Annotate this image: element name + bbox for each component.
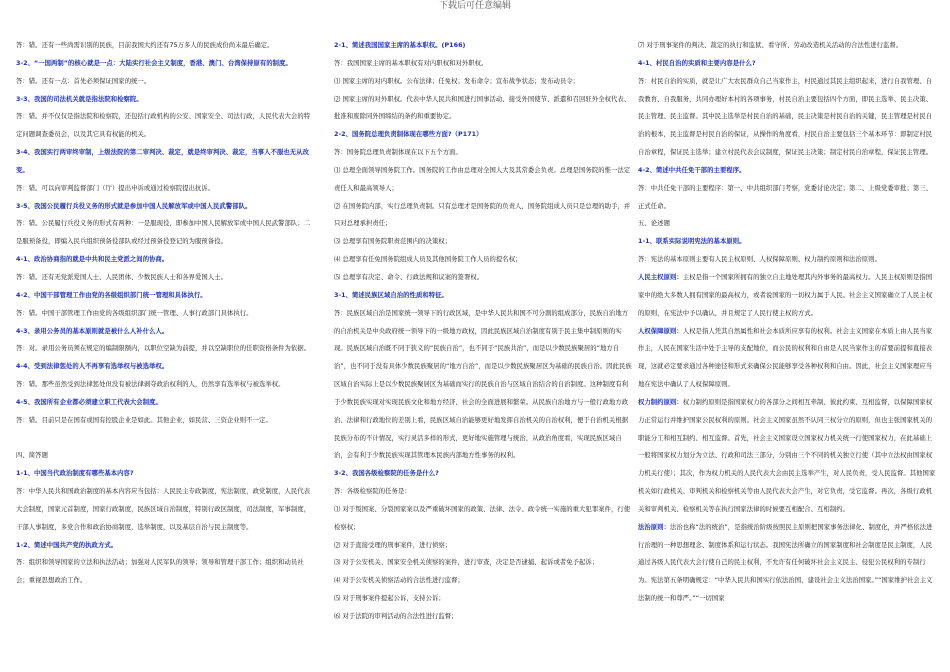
answer-paragraph: ⑵ 国家主席的对外职权。代表中华人民共和国进行国事活动、接受外国使节、派遣和召回驻外全权代表、批准和废除同外国缔结的条约和重要协定。 <box>334 95 631 121</box>
answer-paragraph: ⑶ 对于公安机关、国家安全机关侦察的案件，进行审查，决定是否逮捕、起诉或者免予起诉； <box>334 559 599 567</box>
answer-paragraph: 答：错。还有一点：首先必须保证国家的统一。 <box>16 77 151 85</box>
principle-text: 法治也称“法的统治”，是指统治阶级按照民主原则把国家事务法律化、制度化，并严格依法进行治理的一种思想理念、制度体系和运行状态。我国宪法所确立的国家制度和社会制度是民主制度，人民通过各级人民代表大会行使自己的民主权利，不允许有任何破坏社会主义民主、侵犯公民权利的专制行为。宪法第五条明确规定：“中华人民共和国实行依法治国，建设社会主义法治国家。”“国家维护社会主义法制的统一和尊严。”“一切国家 <box>638 523 933 603</box>
answer-paragraph: 答：宪法的基本原则主要有人民主权原则、人权保障原则、权力制约原则和法治原则。 <box>638 256 881 264</box>
question-heading: 4-1、政治协商指的就是中共和民主党派之间的协商。 <box>16 256 169 264</box>
question-heading: 2-1、简述我国国家主席的基本职权。(P166) <box>334 42 466 49</box>
question-heading: 3-4、我国实行两审终审制，上级法院的第二审判决、裁定，就是终审判决、裁定，当事人不服也无从改变。 <box>16 149 309 174</box>
question-heading: 3-1、简述民族区域自治的性质和特征。 <box>334 291 448 299</box>
question-heading: 3-5、我国公民履行兵役义务的形式就是参加中国人民解放军或中国人民武警部队。 <box>16 202 252 210</box>
answer-paragraph: 答：错。还有无党派爱国人士、人民团体、少数民族人士和各界爱国人士。 <box>16 273 227 281</box>
section-title: 五、论述题 <box>638 220 670 228</box>
answer-paragraph: 答：国务院总理负责制体现在以下五个方面。 <box>334 149 462 157</box>
answer-paragraph: ⑴ 国家主席的对内职权。公布法律；任免权；发布命令；宣布战争状态；发布动员令； <box>334 77 580 85</box>
question-heading: 1-1、中国当代政治制度有哪些基本内容? <box>16 470 134 478</box>
principle-label: 人权保障原则： <box>638 327 683 335</box>
answer-paragraph: 答：错。目前只是在国有或国有控股企业是如此。其他企业，如民营、三资企业则不一定。 <box>16 416 272 424</box>
answer-paragraph: 答：错。公民履行兵役义务的形式有两种：一是服现役，即参加中国人民解放军或中国人民武警部队；二是服预备役，即编入民兵组织预备役部队或经过预备役登记的为服预备役。 <box>16 220 311 246</box>
column-1 <box>16 37 314 590</box>
question-heading: 4-2、中国干部管理工作由党的各级组织部门统一管理和具体执行。 <box>16 291 207 299</box>
principle-label: 法治原则： <box>638 523 670 531</box>
question-heading: 4-3、录用公务员的基本原则就是被什么人补什么人。 <box>16 327 169 335</box>
answer-paragraph: ⑸ 对于刑事案件提起公诉，支持公诉； <box>334 595 445 603</box>
answer-paragraph: ⑴ 总理全面领导国务院工作。国务院的工作由总理对全国人大及其常委会负责。总理是国务院的惟一法定责任人和最高领导人； <box>334 166 631 192</box>
page-header: 下载后可任意编辑 <box>438 1 511 11</box>
principle-paragraph <box>638 394 936 519</box>
question-heading: 3-2、我国各级检察院的任务是什么? <box>334 470 439 478</box>
answer-paragraph: ⑷ 对于公安机关侦察活动的合法性进行监督； <box>334 577 464 585</box>
answer-paragraph: 答：错。中国干部管理工作由党的各级组织部门统一管理、人事行政部门具体执行。 <box>16 309 253 317</box>
column-3 <box>638 37 936 608</box>
principle-label: 权力制约原则： <box>638 398 683 406</box>
principle-paragraph <box>638 269 936 323</box>
answer-paragraph: 答：错。并不仅仅是指法院和检察院，还包括行政机构的公安、国家安全、司法行政，人民代表大会的特定问题调查委员会，以及其它具有权能的机关。 <box>16 113 311 139</box>
spacer <box>16 430 314 448</box>
principle-paragraph <box>638 519 936 608</box>
principle-paragraph <box>638 323 936 394</box>
principle-text: 主权是指一个国家所拥有的独立自主地处理其内外事务的最高权力。人民主权原则是指国家中的绝大多数人拥有国家的最高权力，或者说国家的一切权力属于人民。社会主义国家确立了人民主权的原则，在宪法中予以确认，并且规定了人民行使主权的方式。 <box>638 273 933 317</box>
question-heading: 2-2、国务院总理负责制体现在哪些方面?（P171） <box>334 131 483 139</box>
answer-paragraph: 答：我国国家主席的基本职权有对内职权和对外职权。 <box>334 59 488 67</box>
answer-paragraph: 答：错。可以向审判监督部门（厅）提出申诉或通过检察院提出抗诉。 <box>16 184 215 192</box>
principle-label: 人民主权原则： <box>638 273 683 281</box>
question-heading: 4-5、我国所有企业都必须建立职工代表大会制度。 <box>16 398 162 406</box>
question-heading: 3-2、“一国两制”的核心就是一点：大陆实行社会主义制度，香港、澳门、台湾保持原有的制度。 <box>16 59 292 67</box>
answer-paragraph: 答：组织和领导国家的立法和执法活动；加强对人民军队的领导；领导和管理干部工作；组织和动员社会；重视思想政治工作。 <box>16 559 304 585</box>
question-heading: 1-1、联系实际说明宪法的基本原则。 <box>638 238 746 246</box>
answer-paragraph: 答：各级检察院的任务是： <box>334 488 411 496</box>
answer-paragraph: 答：民族区域自治是国家统一领导下的行政区域，是中华人民共和国不可分割的组成部分，民族自治地方的自治机关是中央政府统一领导下的一级地方政权，因此民族区域自治制度有别于民主集中制原则的实现。民族区域自治既不同于狭义的“民族自治”，也不同于“民族共治”，而是以少数民族聚居的“地方自治”，也不同于没有具体少数民族聚居的“地方自治”，而是以少数民族聚居区为基础的民族自治。因此民族区域自治实际上是以少数民族聚居区为基础而实行的民族自治与区域自治结合的自治制度。这种制度有利于少数民族实现对实现民族文化和地方经济、社会的全面进展和繁荣。从民族自治地方与一般行政地方政治、法律和行政地位的差别上看，民族区域自治能够更好地发挥自治机关的自治权利，便于自治机关根据民族分布的不计情况，实行灵活多样的形式，更好地实施管理与统治，从政治角度看，实现民族区域自治，会有利于少数民族实现其管理本民族内部地方性事务的权利。 <box>334 309 632 460</box>
answer-paragraph: ⑸ 总理享有决定、命令、行政法规和议案的签署权。 <box>334 273 484 281</box>
question-heading: 4-4、受到法律惩处的人不再享有选举权与被选举权。 <box>16 363 169 371</box>
answer-paragraph: ⑶ 总理享有国务院职责范围内的决策权； <box>334 238 452 246</box>
question-heading: 1-2、简述中国共产党的执政方式。 <box>16 541 118 549</box>
section-title: 四、简答题 <box>16 452 48 460</box>
question-heading: 4-2、简述中共任免干部的主要程序。 <box>638 166 746 174</box>
answer-paragraph: 答：中华人民共和国政治制度的基本内容应当包括：人民民主专政制度，宪法制度，政党制度，人民代表大会制度，国家元首制度，国家行政制度，民族区域自治制度，特别行政区制度，司法制度，军事制度，干部人事制度，多党合作和政治协商制度，选举制度，以及基层自治与民主制度等。 <box>16 488 311 531</box>
answer-paragraph: 答：中共任免干部的主要程序：第一、中共组织部门考察，党委讨论决定；第二、上级党委审批；第三、正式任命。 <box>638 184 933 210</box>
principle-text: 人权是指人凭其自然属性和社会本质所应享有的权利。社会主义国家在本质上由人民当家作主，人民在国家生活中处于主导的支配地位，而公民的权利和自由是人民当家作主的首要前提和直接表现，这就必定要求通过各种途径和形式来确保公民能够享受各种权利和自由。因此，社会主义国家理应当地在宪法中确认了人权保障原则。 <box>638 327 933 389</box>
answer-paragraph: 答：对。录用公务员须在规定的编制限额内，以职位空缺为前提，并以空缺职位的任职资格条件为依据。 <box>16 345 311 353</box>
answer-paragraph: 答：错。那些虽然受到法律惩处但没有被法律剥夺政治权利的人，仍然享有选举权与被选举权。 <box>16 381 285 389</box>
question-heading: 3-3、我国的司法机关就是指法院和检察院。 <box>16 95 143 103</box>
answer-paragraph: ⑺ 对于刑事案件的判决、裁定的执行和监狱、看守所、劳动改造机关活动的合法性进行监督。 <box>638 42 903 49</box>
column-2 <box>334 37 632 626</box>
answer-paragraph: ⑷ 总理享有任免国务院组成人员及其他国务院工作人员的提名权； <box>334 256 522 264</box>
answer-paragraph: ⑵ 在国务院内部，实行总理负责制。只有总理才是国务院的负责人，国务院组成人员只是总理的助手，并只对总理承担责任； <box>334 202 631 228</box>
principle-text: 权力制约原则是指国家权力的各部分之间相互牵制、彼此约束、互相监督，以保障国家权力正常运行并维护国家公民权利的原则。社会主义国家虽然不认同三权分立的原则，但也主张国家机关的职能分工和相互制约、相互监督。首先，社会主义国家设立国家权力机关统一行使国家权力，在此基础上一般将国家权力划分为立法、行政和司法三部分，分别由三个不同的机关独立行使（其中立法权由国家权力机关行使）；其次，作为权力机关的人民代表大会由民主选举产生，对人民负责，受人民监督。其他国家机关如行政机关、审判机关和检察机关等由人民代表大会产生，对它负责，受它监督。再次，各级行政机关和审判机关、检察机关等在执行国家法律的时候要互相配合、互相制约。 <box>638 398 936 513</box>
question-heading: 4-1、村民自治的实质和主要内容是什么? <box>638 59 756 67</box>
answer-paragraph: ⑴ 对于叛国案、分裂国家案以及严重破坏国家的政策、法律、法令、政令统一实施的重大犯罪案件，行使检察权； <box>334 505 631 531</box>
answer-paragraph: 答：错。还有一些尚需识别的民族，目前我国大约还有75万多人的民族成份尚未最后确定。 <box>16 42 274 49</box>
answer-paragraph: 答：村民自治的实质，就是让广大农民群众自己当家作主，村民通过其民主组织起来，进行自我管理、自我教育、自我服务，共同办理好本村的各项事务，村民自治主要包括四个方面，即民主选举、民主决策、民主管理、民主监督。其中民主选举是村民自治的基础，民主决策是村民自治的关键，民主管理是村民自治的根本，民主监督是村民自治的保证，从操作的角度看，村民自治主要包括三个基本环节：即制定村民自治章程，保证民主选举；建立村民代表会议制度，保证民主决策；制定村民自治章程，保证民主管理。 <box>638 77 933 157</box>
answer-paragraph: ⑵ 对于直接受理的刑事案件，进行侦察； <box>334 541 452 549</box>
answer-paragraph: ⑹ 对于法院的审判活动的合法性进行监督； <box>334 613 458 620</box>
